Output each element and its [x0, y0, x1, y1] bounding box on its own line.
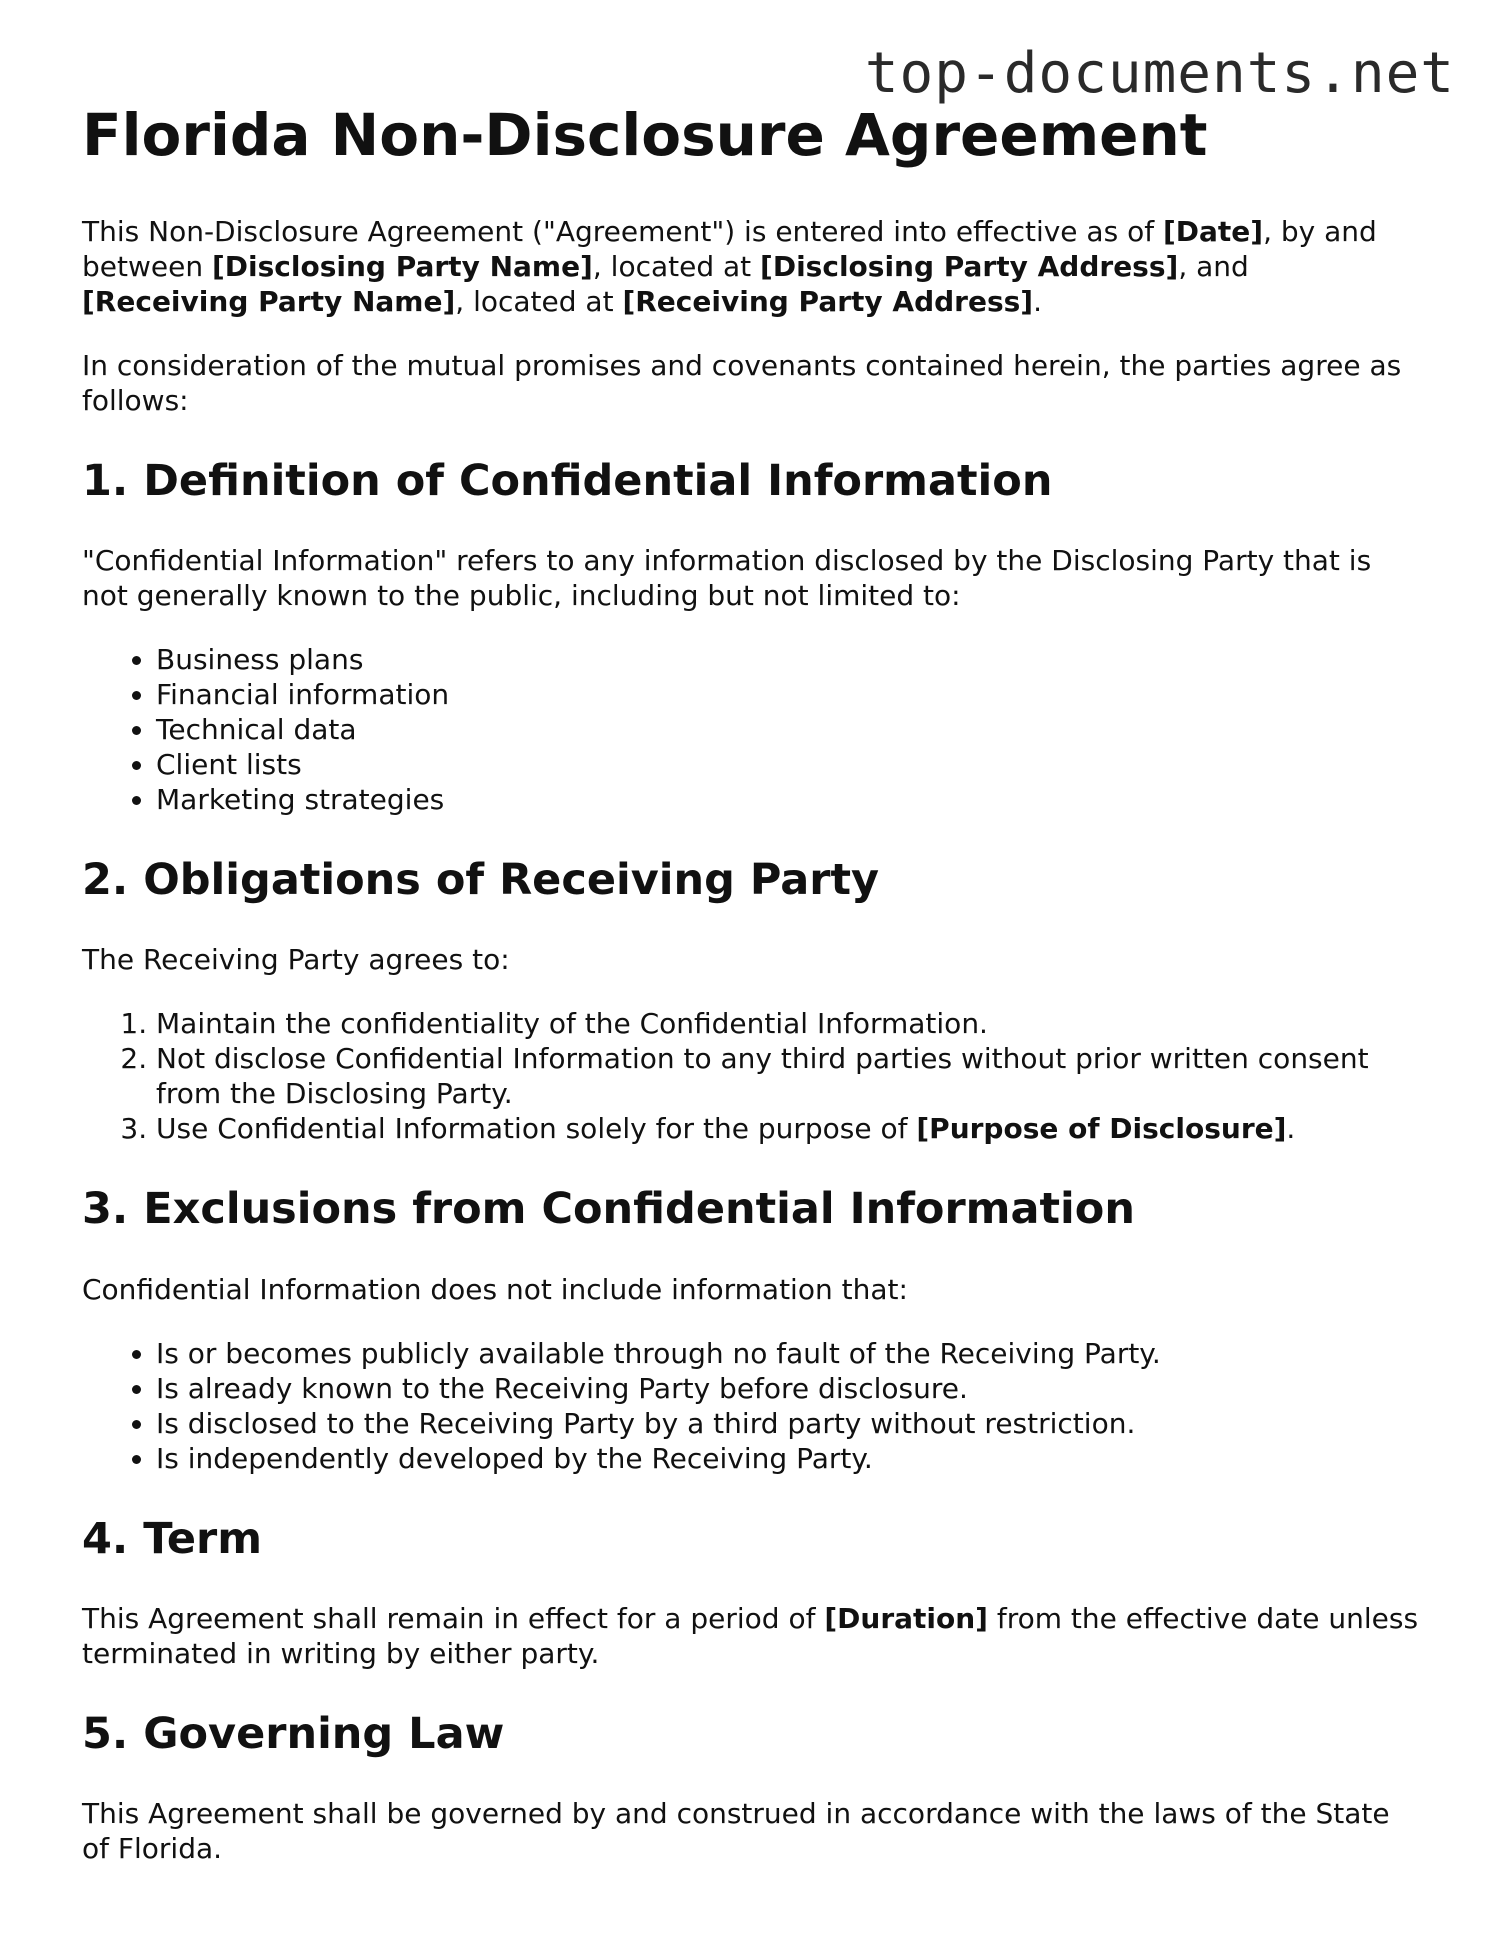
- section-2-text: The Receiving Party agrees to:: [82, 943, 510, 977]
- list-item: 2. Not disclose Confidential Information to any third parties without prior written consent from the Disclosing Party.: [156, 1041, 1422, 1111]
- intro-text-4: , and: [1178, 249, 1249, 283]
- receiving-party-address-placeholder: [Receiving Party Address]: [622, 284, 1034, 318]
- list-item: • Marketing strategies: [156, 782, 1422, 817]
- list-item: • Is already known to the Receiving Party before disclosure.: [156, 1371, 1422, 1406]
- list-item: • Is or becomes publicly available through no fault of the Receiving Party.: [156, 1336, 1422, 1371]
- intro-text-3: , located at: [592, 249, 761, 283]
- list-item: • Client lists: [156, 747, 1422, 782]
- disclosing-party-name-placeholder: [Disclosing Party Name]: [211, 249, 593, 283]
- term-text-1: This Agreement shall remain in effect for a period of: [82, 1601, 825, 1635]
- disclosing-party-address-placeholder: [Disclosing Party Address]: [760, 249, 1179, 283]
- section-5-heading: 5. Governing Law: [82, 1708, 505, 1759]
- date-placeholder: [Date]: [1162, 214, 1264, 248]
- consideration-paragraph: In consideration of the mutual promises and covenants contained herein, the parties agree as follows:: [82, 348, 1402, 417]
- intro-text-5: , located at: [455, 284, 623, 318]
- section-2-list: [82, 1006, 1422, 1146]
- list-item: • Technical data: [156, 712, 1422, 747]
- list-item: • Financial information: [156, 677, 1422, 712]
- section-3-text: Confidential Information does not include information that:: [82, 1272, 908, 1306]
- term-text-2: from the effective date unless terminated in writing by either party.: [82, 1601, 1419, 1670]
- list-item: • Is disclosed to the Receiving Party by a third party without restriction.: [156, 1406, 1422, 1441]
- section-3-heading: 3. Exclusions from Confidential Information: [82, 1184, 1135, 1235]
- purpose-placeholder: [Purpose of Disclosure]: [916, 1112, 1287, 1146]
- section-4-text: [82, 1601, 1422, 1671]
- watermark: top-documents.net: [864, 41, 1455, 106]
- list-item: 1. Maintain the confidentiality of the Confidential Information.: [156, 1006, 1422, 1041]
- intro-text-1: This Non-Disclosure Agreement ("Agreement") is entered into effective as of: [82, 214, 1163, 248]
- intro-paragraph: [82, 214, 1422, 319]
- section-2-heading: 2. Obligations of Receiving Party: [82, 855, 880, 906]
- duration-placeholder: [Duration]: [824, 1601, 988, 1635]
- section-3-list: [82, 1336, 1422, 1476]
- section-4-heading: 4. Term: [82, 1513, 263, 1564]
- document-title: Florida Non-Disclosure Agreement: [82, 101, 1208, 169]
- document: [82, 101, 1422, 1895]
- intro-text-6: .: [1033, 284, 1043, 318]
- purpose-text-end: .: [1286, 1112, 1296, 1146]
- list-item: [156, 1111, 1422, 1146]
- purpose-text: Use Confidential Information solely for the purpose of: [156, 1112, 917, 1146]
- receiving-party-name-placeholder: [Receiving Party Name]: [82, 284, 456, 318]
- intro-text-2: , by and between: [82, 214, 1377, 283]
- list-item: • Is independently developed by the Receiving Party.: [156, 1441, 1422, 1476]
- list-item: • Business plans: [156, 642, 1422, 677]
- section-5-text: This Agreement shall be governed by and construed in accordance with the laws of the State of Florida.: [82, 1797, 1390, 1866]
- section-1-text: "Confidential Information" refers to any information disclosed by the Disclosing Party that is not generally known to the public, including but not limited to:: [82, 544, 1372, 613]
- section-1-list: [82, 642, 1422, 817]
- section-1-heading: 1. Definition of Confidential Information: [82, 455, 1053, 506]
